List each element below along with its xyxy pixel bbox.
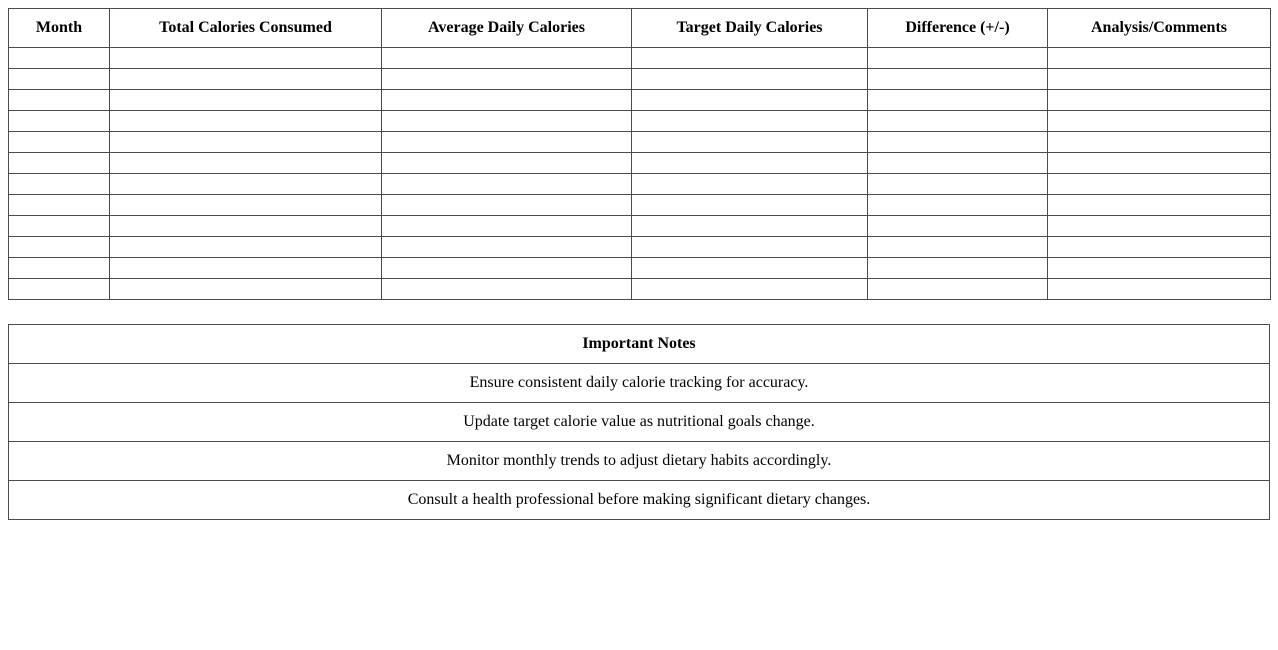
total-calories-cell xyxy=(110,153,382,174)
analysis-cell xyxy=(1048,90,1271,111)
average-daily-cell xyxy=(382,132,632,153)
month-cell xyxy=(9,90,110,111)
difference-cell xyxy=(868,174,1048,195)
column-header-month: Month xyxy=(9,9,110,48)
target-daily-cell xyxy=(632,216,868,237)
table-row xyxy=(9,153,1271,174)
table-row xyxy=(9,48,1271,69)
difference-cell xyxy=(868,153,1048,174)
month-cell xyxy=(9,237,110,258)
table-header-row xyxy=(9,9,1271,48)
table-row xyxy=(9,174,1271,195)
table-row xyxy=(9,216,1271,237)
difference-cell xyxy=(868,90,1048,111)
column-header-target-daily: Target Daily Calories xyxy=(632,9,868,48)
average-daily-cell xyxy=(382,216,632,237)
analysis-cell xyxy=(1048,258,1271,279)
month-cell xyxy=(9,132,110,153)
table-body xyxy=(9,48,1271,300)
important-notes-table xyxy=(8,324,1270,520)
note-item: Monitor monthly trends to adjust dietary habits accordingly. xyxy=(9,442,1270,481)
average-daily-cell xyxy=(382,174,632,195)
table-row xyxy=(9,111,1271,132)
note-row xyxy=(9,364,1270,403)
analysis-cell xyxy=(1048,174,1271,195)
analysis-cell xyxy=(1048,279,1271,300)
average-daily-cell xyxy=(382,90,632,111)
note-row xyxy=(9,403,1270,442)
month-cell xyxy=(9,153,110,174)
month-cell xyxy=(9,258,110,279)
average-daily-cell xyxy=(382,195,632,216)
table-row xyxy=(9,279,1271,300)
average-daily-cell xyxy=(382,237,632,258)
month-cell xyxy=(9,174,110,195)
total-calories-cell xyxy=(110,216,382,237)
total-calories-cell xyxy=(110,48,382,69)
table-row xyxy=(9,237,1271,258)
table-row xyxy=(9,195,1271,216)
notes-title: Important Notes xyxy=(9,325,1270,364)
analysis-cell xyxy=(1048,132,1271,153)
target-daily-cell xyxy=(632,237,868,258)
total-calories-cell xyxy=(110,258,382,279)
note-row xyxy=(9,442,1270,481)
average-daily-cell xyxy=(382,279,632,300)
note-row xyxy=(9,481,1270,520)
total-calories-cell xyxy=(110,237,382,258)
difference-cell xyxy=(868,48,1048,69)
difference-cell xyxy=(868,69,1048,90)
total-calories-cell xyxy=(110,90,382,111)
column-header-total-calories: Total Calories Consumed xyxy=(110,9,382,48)
average-daily-cell xyxy=(382,111,632,132)
target-daily-cell xyxy=(632,132,868,153)
average-daily-cell xyxy=(382,153,632,174)
note-item: Consult a health professional before making significant dietary changes. xyxy=(9,481,1270,520)
difference-cell xyxy=(868,195,1048,216)
total-calories-cell xyxy=(110,174,382,195)
target-daily-cell xyxy=(632,48,868,69)
month-cell xyxy=(9,48,110,69)
analysis-cell xyxy=(1048,111,1271,132)
analysis-cell xyxy=(1048,216,1271,237)
target-daily-cell xyxy=(632,153,868,174)
analysis-cell xyxy=(1048,69,1271,90)
difference-cell xyxy=(868,258,1048,279)
month-cell xyxy=(9,216,110,237)
month-cell xyxy=(9,69,110,90)
analysis-cell xyxy=(1048,153,1271,174)
note-item: Update target calorie value as nutritional goals change. xyxy=(9,403,1270,442)
average-daily-cell xyxy=(382,48,632,69)
column-header-analysis: Analysis/Comments xyxy=(1048,9,1271,48)
calorie-tracking-table xyxy=(8,8,1271,300)
total-calories-cell xyxy=(110,69,382,90)
difference-cell xyxy=(868,111,1048,132)
table-row xyxy=(9,132,1271,153)
column-header-difference: Difference (+/-) xyxy=(868,9,1048,48)
average-daily-cell xyxy=(382,69,632,90)
target-daily-cell xyxy=(632,174,868,195)
analysis-cell xyxy=(1048,48,1271,69)
analysis-cell xyxy=(1048,237,1271,258)
target-daily-cell xyxy=(632,69,868,90)
table-row xyxy=(9,258,1271,279)
month-cell xyxy=(9,111,110,132)
difference-cell xyxy=(868,216,1048,237)
total-calories-cell xyxy=(110,111,382,132)
target-daily-cell xyxy=(632,90,868,111)
analysis-cell xyxy=(1048,195,1271,216)
total-calories-cell xyxy=(110,132,382,153)
total-calories-cell xyxy=(110,195,382,216)
difference-cell xyxy=(868,237,1048,258)
table-row xyxy=(9,69,1271,90)
column-header-average-daily: Average Daily Calories xyxy=(382,9,632,48)
target-daily-cell xyxy=(632,111,868,132)
average-daily-cell xyxy=(382,258,632,279)
note-item: Ensure consistent daily calorie tracking for accuracy. xyxy=(9,364,1270,403)
target-daily-cell xyxy=(632,279,868,300)
total-calories-cell xyxy=(110,279,382,300)
notes-header-row xyxy=(9,325,1270,364)
target-daily-cell xyxy=(632,258,868,279)
table-row xyxy=(9,90,1271,111)
difference-cell xyxy=(868,279,1048,300)
month-cell xyxy=(9,279,110,300)
difference-cell xyxy=(868,132,1048,153)
month-cell xyxy=(9,195,110,216)
target-daily-cell xyxy=(632,195,868,216)
